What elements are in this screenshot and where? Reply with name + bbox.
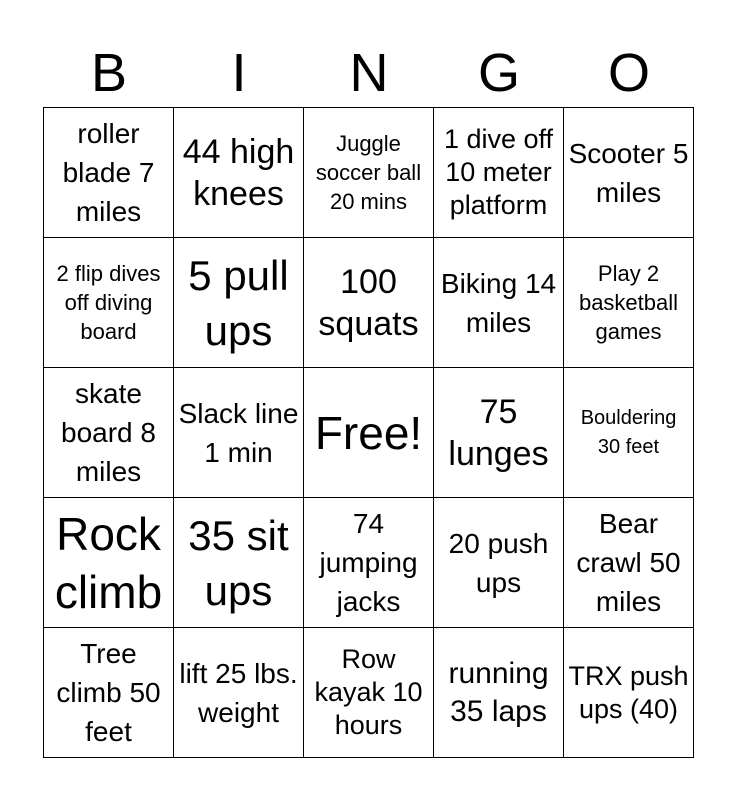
bingo-cell[interactable] xyxy=(564,368,694,498)
bingo-cell[interactable] xyxy=(174,238,304,368)
cell-text: Bouldering 30 feet xyxy=(580,406,677,458)
bingo-cell[interactable] xyxy=(304,108,434,238)
bingo-cell[interactable] xyxy=(174,628,304,758)
header-letter-i: I xyxy=(231,43,247,103)
cell-text: 5 pull ups xyxy=(188,251,289,354)
header-letter-n: N xyxy=(349,43,389,103)
cell-text: Row kayak 10 hours xyxy=(314,644,423,740)
bingo-cell[interactable] xyxy=(44,108,174,238)
cell-text: 20 push ups xyxy=(448,527,549,598)
cell-text: lift 25 lbs. weight xyxy=(179,657,298,728)
cell-text: 2 flip dives off diving board xyxy=(56,261,161,344)
bingo-cell[interactable] xyxy=(44,498,174,628)
bingo-cell[interactable] xyxy=(434,628,564,758)
cell-text: Free! xyxy=(314,406,423,459)
bingo-cell[interactable] xyxy=(564,238,694,368)
bingo-cell[interactable] xyxy=(174,108,304,238)
bingo-cell[interactable] xyxy=(304,238,434,368)
cell-text: 44 high knees xyxy=(182,132,295,213)
header-letter-b: B xyxy=(90,43,128,103)
cell-text: Scooter 5 miles xyxy=(568,137,689,208)
bingo-cell[interactable] xyxy=(434,238,564,368)
header-letter-o: O xyxy=(607,43,650,103)
bingo-cell[interactable] xyxy=(564,628,694,758)
bingo-card xyxy=(43,107,694,758)
cell-text: Bear crawl 50 miles xyxy=(576,508,681,617)
bingo-cell[interactable] xyxy=(44,628,174,758)
cell-text: Rock climb xyxy=(54,507,163,618)
cell-text: 35 sit ups xyxy=(188,511,289,614)
cell-text: skate board 8 miles xyxy=(61,378,156,487)
bingo-cell[interactable] xyxy=(564,498,694,628)
cell-text: Play 2 basketball games xyxy=(578,261,679,344)
free-space-cell[interactable] xyxy=(304,368,434,498)
bingo-cell[interactable] xyxy=(174,498,304,628)
bingo-cell[interactable] xyxy=(434,108,564,238)
cell-text: Juggle soccer ball 20 mins xyxy=(315,131,422,214)
bingo-cell[interactable] xyxy=(564,108,694,238)
bingo-header xyxy=(44,40,694,106)
cell-text: Tree climb 50 feet xyxy=(56,638,161,747)
cell-text: 1 dive off 10 meter platform xyxy=(443,124,554,220)
cell-text: roller blade 7 miles xyxy=(62,118,155,227)
bingo-cell[interactable] xyxy=(434,368,564,498)
cell-text: 75 lunges xyxy=(448,392,549,473)
bingo-cell[interactable] xyxy=(434,498,564,628)
bingo-cell[interactable] xyxy=(44,238,174,368)
cell-text: 100 squats xyxy=(318,262,419,343)
cell-text: 74 jumping jacks xyxy=(319,508,418,617)
cell-text: Biking 14 miles xyxy=(440,267,557,338)
cell-text: running 35 laps xyxy=(448,656,549,728)
bingo-cell[interactable] xyxy=(174,368,304,498)
cell-text: TRX push ups (40) xyxy=(568,660,689,724)
header-letter-g: G xyxy=(477,43,520,103)
bingo-cell[interactable] xyxy=(44,368,174,498)
bingo-cell[interactable] xyxy=(304,498,434,628)
cell-text: Slack line 1 min xyxy=(178,397,299,468)
bingo-cell[interactable] xyxy=(304,628,434,758)
